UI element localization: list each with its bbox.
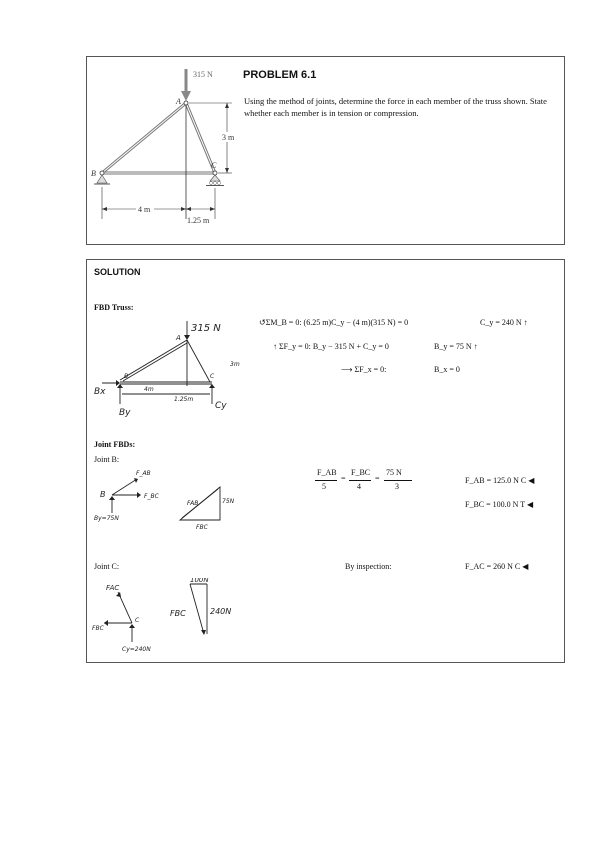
solution-box bbox=[86, 259, 565, 663]
jc-triangle-diag bbox=[190, 584, 204, 634]
dim-arrow-4 bbox=[210, 207, 215, 211]
joint-b-label: Joint B: bbox=[94, 455, 120, 464]
joint-b-sketch bbox=[92, 465, 242, 535]
ratio-bar-2 bbox=[349, 480, 371, 481]
load-arrow-head bbox=[181, 91, 191, 101]
sketch-a-label: A bbox=[176, 334, 181, 342]
sketch-bx-label: Bx bbox=[94, 387, 106, 397]
moment-equation: ↺ΣM_B = 0: (6.25 m)C_y − (4 m)(315 N) = 0 bbox=[259, 318, 409, 327]
joint-c-label: Joint C: bbox=[94, 562, 120, 571]
sketch-member-ab2 bbox=[123, 343, 187, 381]
ratio-bar-3 bbox=[384, 480, 412, 481]
height-arrow-bottom bbox=[225, 168, 229, 173]
sketch-load-head bbox=[184, 335, 190, 340]
jc-cy-label: Cy=240N bbox=[122, 646, 151, 653]
jb-b-label: B bbox=[100, 490, 106, 499]
result-fab: F_AB = 125.0 N C ◀ bbox=[465, 476, 535, 485]
roller-c2 bbox=[214, 182, 217, 185]
ratio-bar-1 bbox=[315, 480, 337, 481]
sketch-member-ab bbox=[120, 340, 187, 380]
support-c bbox=[210, 175, 220, 181]
dim-arrow-1 bbox=[102, 207, 107, 211]
sketch-b-label: B bbox=[124, 373, 129, 380]
height-arrow-top bbox=[225, 103, 229, 108]
sketch-cy-head bbox=[209, 384, 215, 388]
member-ab-inner bbox=[102, 103, 186, 173]
fbd-truss-heading: FBD Truss: bbox=[94, 303, 134, 312]
sketch-by-label: By bbox=[119, 408, 131, 418]
jb-75n-label: 75N bbox=[222, 498, 235, 505]
joint-b-ratio bbox=[313, 468, 423, 496]
load-label: 315 N bbox=[193, 70, 213, 79]
ratio-four: 4 bbox=[357, 482, 361, 491]
height-dim-label: 3 m bbox=[222, 133, 235, 142]
by-inspection: By inspection: bbox=[345, 562, 392, 571]
sum-fx-equation: ⟶ ΣF_x = 0: bbox=[341, 365, 387, 374]
sum-fy-equation: ↑ ΣF_y = 0: B_y − 315 N + C_y = 0 bbox=[273, 342, 389, 351]
dim-arrow-3 bbox=[186, 207, 191, 211]
joint-a-label: A bbox=[176, 97, 181, 106]
joint-c-pin bbox=[213, 171, 217, 175]
ratio-eq-1: = bbox=[341, 474, 346, 483]
jc-fac-label: FAC bbox=[106, 584, 120, 592]
sketch-dim125-label: 1.25m bbox=[174, 396, 194, 403]
roller-c1 bbox=[210, 182, 213, 185]
ratio-eq-2: = bbox=[375, 474, 380, 483]
sketch-load-label: 315 N bbox=[191, 323, 221, 334]
result-fac: F_AC = 260 N C ◀ bbox=[465, 562, 529, 571]
fbd-truss-sketch bbox=[92, 318, 262, 428]
solution-title: SOLUTION bbox=[94, 267, 141, 277]
truss-figure bbox=[87, 57, 237, 242]
jb-fbc2-label: FBC bbox=[196, 524, 208, 531]
jb-fab-label: F_AB bbox=[136, 470, 151, 477]
joint-b-pin bbox=[100, 171, 104, 175]
support-b bbox=[97, 175, 107, 183]
ratio-three: 3 bbox=[395, 482, 399, 491]
ratio-load: 75 N bbox=[386, 468, 402, 477]
dim-right-label: 1.25 m bbox=[187, 216, 210, 225]
moment-result: C_y = 240 N ↑ bbox=[480, 318, 528, 327]
sketch-c-label: C bbox=[210, 373, 215, 380]
joint-c-label: C bbox=[211, 161, 217, 170]
sketch-dim4-label: 4m bbox=[144, 386, 154, 393]
joint-b-label: B bbox=[91, 169, 96, 178]
jb-by-head bbox=[109, 496, 115, 500]
joint-a-pin bbox=[184, 101, 188, 105]
sketch-height-label: 3m bbox=[230, 361, 240, 368]
ratio-fab: F_AB bbox=[317, 468, 337, 477]
dim-left-label: 4 m bbox=[138, 205, 151, 214]
problem-statement: Using the method of joints, determine the force in each member of the truss shown. State whether each member is in tension or compression. bbox=[244, 96, 547, 118]
jc-240n-label: 240N bbox=[210, 607, 232, 616]
jb-fbc-label: F_BC bbox=[144, 493, 159, 500]
jc-fbc2-label: FBC bbox=[170, 609, 186, 618]
sum-fx-result: B_x = 0 bbox=[434, 365, 460, 374]
jb-fbc-head bbox=[137, 492, 141, 498]
roller-c3 bbox=[218, 182, 221, 185]
problem-box bbox=[86, 56, 565, 245]
jc-fbc-head bbox=[104, 620, 108, 626]
sketch-by-head bbox=[117, 384, 123, 388]
jb-fab-arrow bbox=[112, 479, 137, 495]
joint-fbds-heading: Joint FBDs: bbox=[94, 440, 136, 449]
sum-fy-result: B_y = 75 N ↑ bbox=[434, 342, 478, 351]
result-fbc: F_BC = 100.0 N T ◀ bbox=[465, 500, 534, 509]
problem-title: PROBLEM 6.1 bbox=[243, 69, 317, 81]
jc-100n-label: 100N bbox=[190, 578, 209, 584]
joint-c-sketch bbox=[92, 578, 242, 658]
jc-tri-head bbox=[201, 630, 206, 635]
jb-fab2-label: FAB bbox=[187, 500, 199, 507]
sketch-cy-label: Cy bbox=[215, 401, 227, 411]
jb-by-label: By=75N bbox=[94, 515, 119, 522]
sketch-member-ac bbox=[187, 340, 210, 382]
jc-fbc-label: FBC bbox=[92, 625, 104, 632]
dim-arrow-2 bbox=[181, 207, 186, 211]
ratio-fbc: F_BC bbox=[351, 468, 371, 477]
jc-cy-head bbox=[129, 624, 135, 628]
jc-c-label: C bbox=[135, 617, 140, 624]
ratio-five: 5 bbox=[322, 482, 326, 491]
